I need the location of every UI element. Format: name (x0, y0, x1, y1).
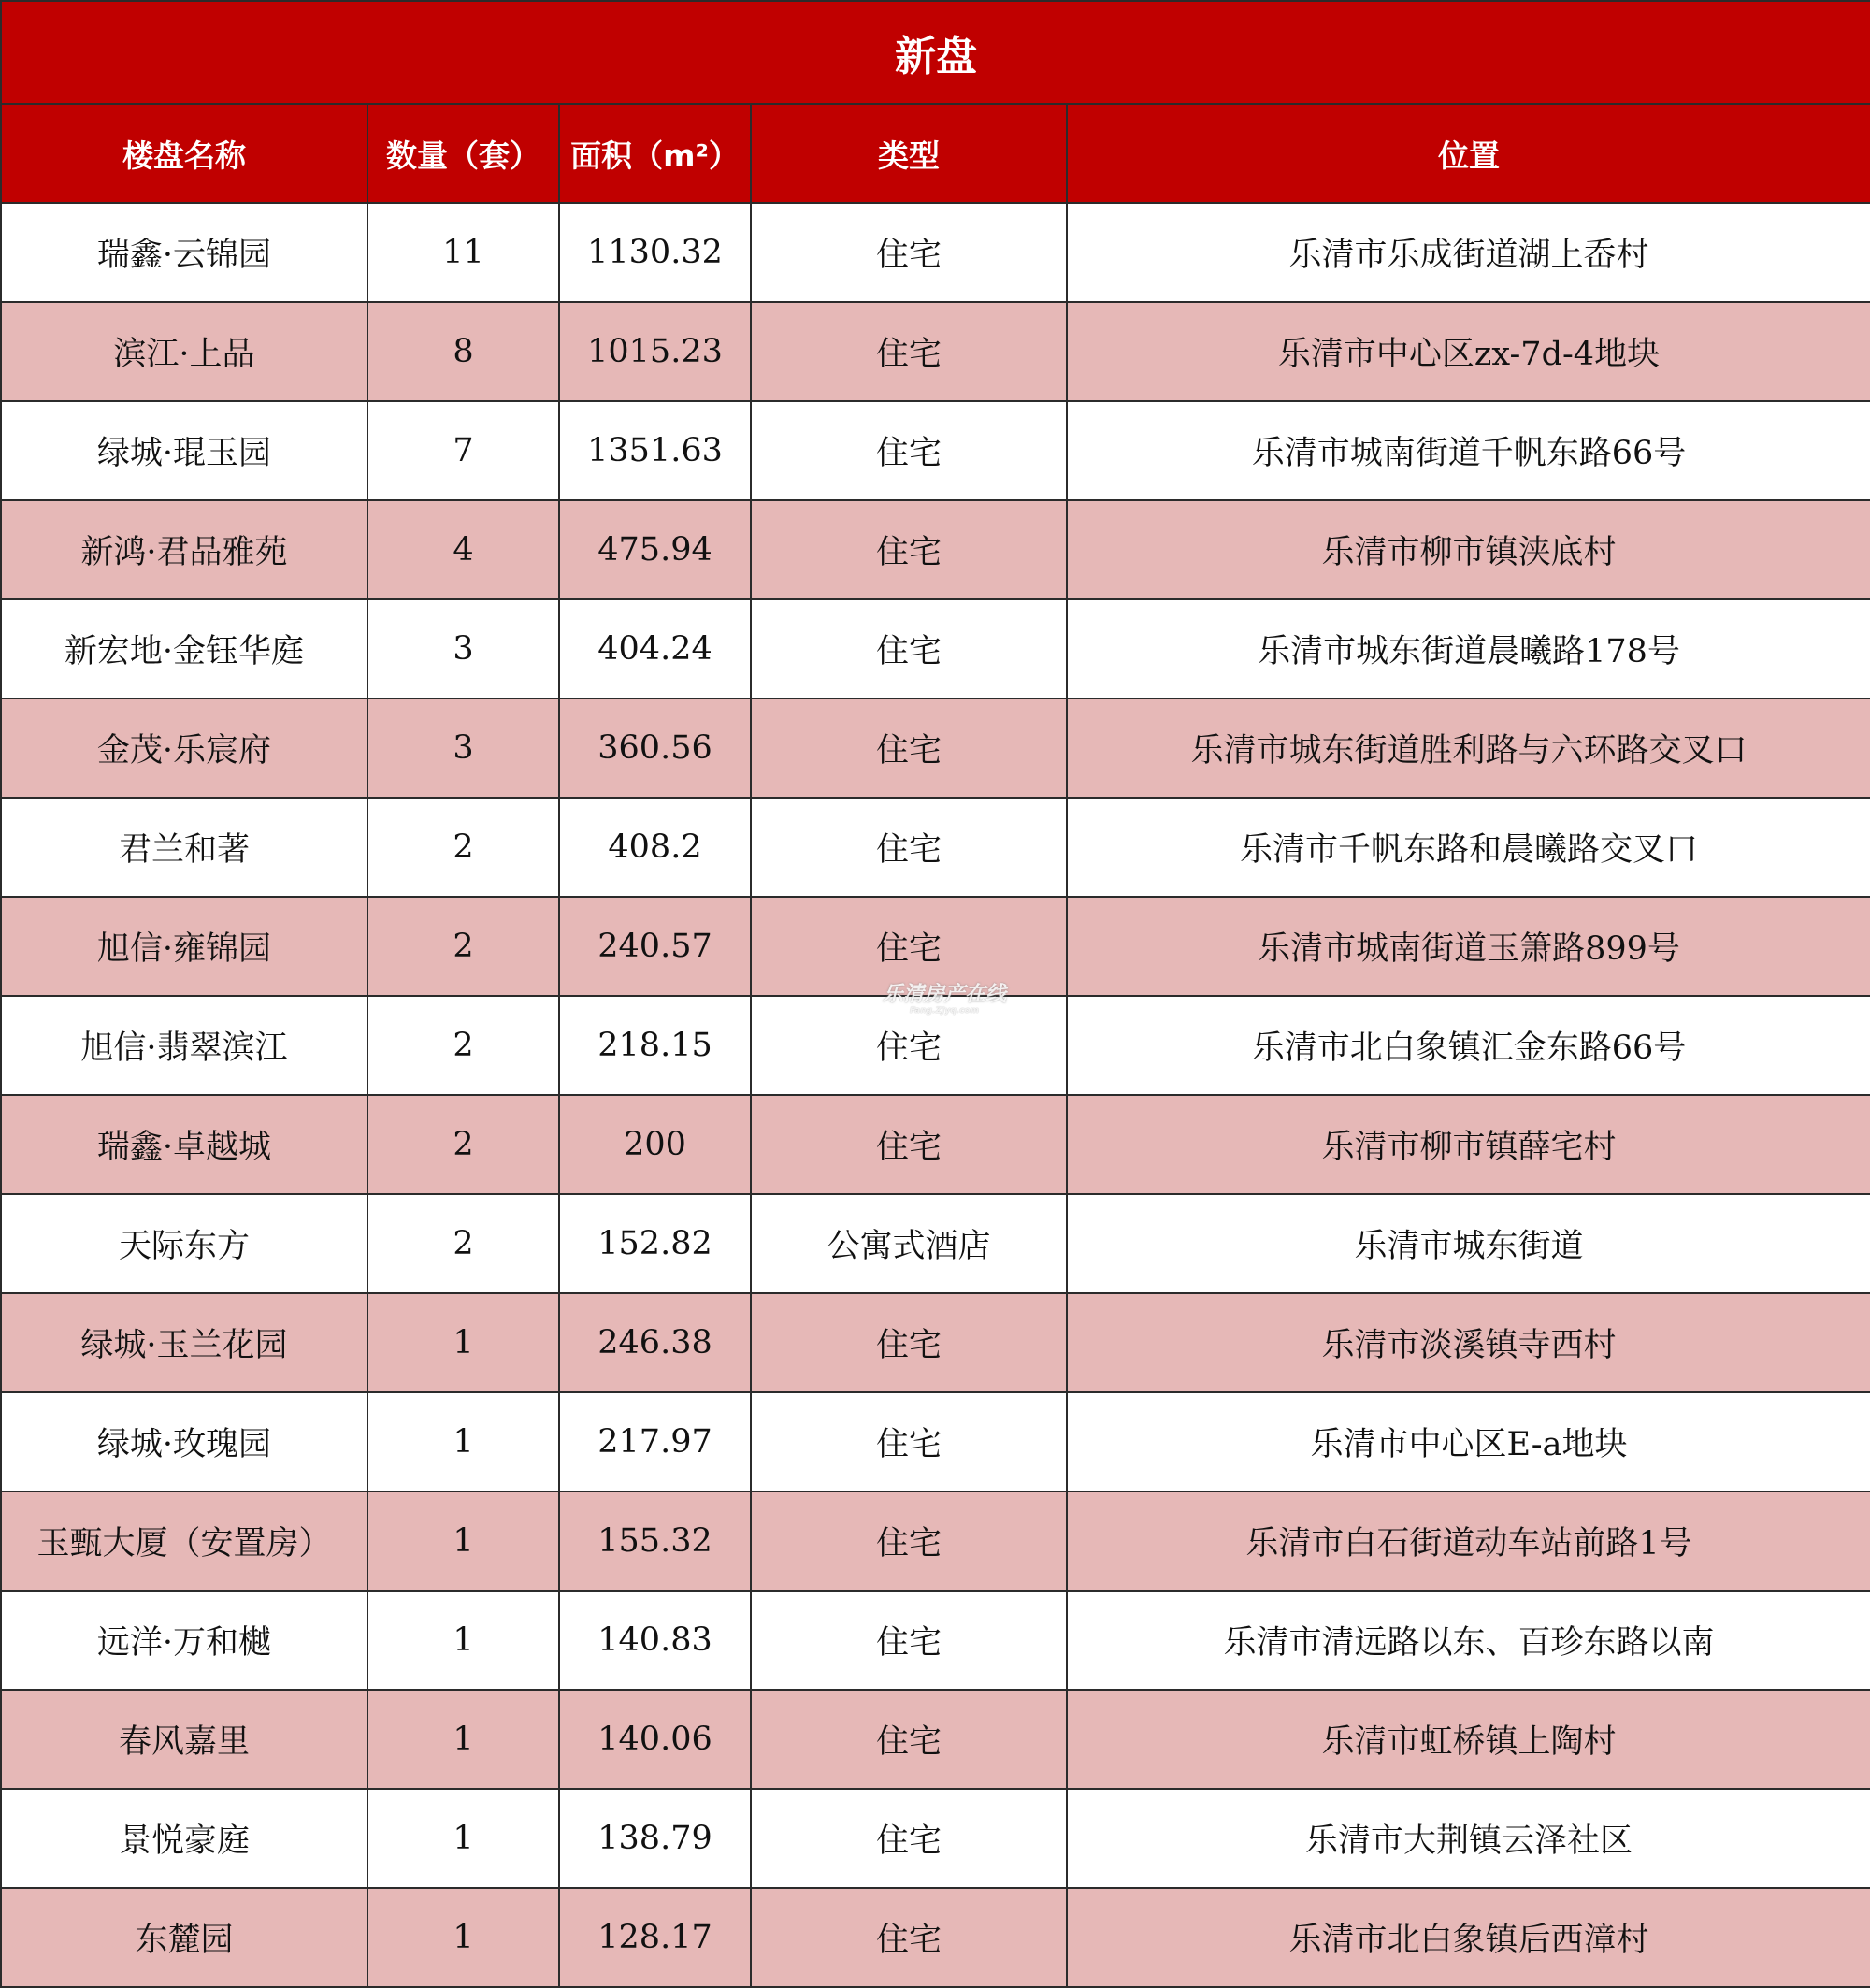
cell-area: 138.79 (559, 1789, 751, 1888)
cell-quantity: 1 (367, 1491, 559, 1591)
cell-area: 152.82 (559, 1194, 751, 1293)
cell-quantity: 11 (367, 203, 559, 302)
cell-location: 乐清市虹桥镇上陶村 (1067, 1690, 1870, 1789)
table-row (1, 1888, 1870, 1987)
cell-location: 乐清市千帆东路和晨曦路交叉口 (1067, 798, 1870, 897)
cell-area: 140.06 (559, 1690, 751, 1789)
cell-location: 乐清市淡溪镇寺西村 (1067, 1293, 1870, 1392)
cell-type: 住宅 (751, 500, 1067, 599)
cell-quantity: 1 (367, 1591, 559, 1690)
table-row (1, 1194, 1870, 1293)
cell-area: 1015.23 (559, 302, 751, 401)
cell-quantity: 2 (367, 798, 559, 897)
table-row (1, 699, 1870, 798)
cell-project-name: 远洋·万和樾 (1, 1591, 367, 1690)
cell-quantity: 1 (367, 1293, 559, 1392)
cell-area: 200 (559, 1095, 751, 1194)
cell-project-name: 新鸿·君品雅苑 (1, 500, 367, 599)
cell-location: 乐清市城东街道 (1067, 1194, 1870, 1293)
cell-quantity: 1 (367, 1690, 559, 1789)
cell-project-name: 君兰和著 (1, 798, 367, 897)
table-row (1, 1392, 1870, 1491)
cell-quantity: 2 (367, 1095, 559, 1194)
cell-area: 240.57 (559, 897, 751, 996)
cell-area: 1351.63 (559, 401, 751, 500)
cell-type: 住宅 (751, 1392, 1067, 1491)
cell-project-name: 绿城·玫瑰园 (1, 1392, 367, 1491)
cell-project-name: 绿城·琨玉园 (1, 401, 367, 500)
cell-quantity: 8 (367, 302, 559, 401)
cell-type: 住宅 (751, 1491, 1067, 1591)
cell-quantity: 2 (367, 996, 559, 1095)
table-row (1, 1690, 1870, 1789)
cell-quantity: 2 (367, 897, 559, 996)
cell-area: 246.38 (559, 1293, 751, 1392)
cell-location: 乐清市乐成街道湖上岙村 (1067, 203, 1870, 302)
cell-area: 217.97 (559, 1392, 751, 1491)
table-row (1, 798, 1870, 897)
cell-area: 1130.32 (559, 203, 751, 302)
cell-type: 住宅 (751, 1095, 1067, 1194)
cell-quantity: 1 (367, 1392, 559, 1491)
col-header-area: 面积（m²） (559, 104, 751, 203)
table-row (1, 203, 1870, 302)
cell-area: 408.2 (559, 798, 751, 897)
cell-quantity: 1 (367, 1888, 559, 1987)
cell-quantity: 7 (367, 401, 559, 500)
cell-location: 乐清市城南街道千帆东路66号 (1067, 401, 1870, 500)
cell-location: 乐清市城东街道晨曦路178号 (1067, 599, 1870, 699)
cell-project-name: 东麓园 (1, 1888, 367, 1987)
table-row (1, 1491, 1870, 1591)
cell-type: 住宅 (751, 401, 1067, 500)
table-row (1, 599, 1870, 699)
cell-area: 360.56 (559, 699, 751, 798)
cell-type: 住宅 (751, 203, 1067, 302)
cell-type: 住宅 (751, 1789, 1067, 1888)
cell-quantity: 2 (367, 1194, 559, 1293)
cell-quantity: 3 (367, 699, 559, 798)
title-row (1, 1, 1870, 104)
cell-type: 住宅 (751, 599, 1067, 699)
col-header-location: 位置 (1067, 104, 1870, 203)
cell-location: 乐清市大荆镇云泽社区 (1067, 1789, 1870, 1888)
table-row (1, 996, 1870, 1095)
cell-type: 住宅 (751, 1591, 1067, 1690)
cell-location: 乐清市城东街道胜利路与六环路交叉口 (1067, 699, 1870, 798)
cell-project-name: 旭信·雍锦园 (1, 897, 367, 996)
cell-area: 140.83 (559, 1591, 751, 1690)
cell-project-name: 绿城·玉兰花园 (1, 1293, 367, 1392)
cell-location: 乐清市中心区zx-7d-4地块 (1067, 302, 1870, 401)
table-row (1, 897, 1870, 996)
cell-project-name: 金茂·乐宸府 (1, 699, 367, 798)
table-row (1, 302, 1870, 401)
cell-location: 乐清市中心区E-a地块 (1067, 1392, 1870, 1491)
cell-project-name: 滨江·上品 (1, 302, 367, 401)
cell-location: 乐清市城南街道玉箫路899号 (1067, 897, 1870, 996)
cell-type: 住宅 (751, 897, 1067, 996)
watermark-subtext: Fang.ZJyq.com (910, 1006, 979, 1016)
table-body (1, 203, 1870, 1987)
cell-project-name: 春风嘉里 (1, 1690, 367, 1789)
table-row (1, 1095, 1870, 1194)
cell-quantity: 3 (367, 599, 559, 699)
cell-area: 404.24 (559, 599, 751, 699)
table-row (1, 500, 1870, 599)
cell-location: 乐清市北白象镇后西漳村 (1067, 1888, 1870, 1987)
cell-project-name: 天际东方 (1, 1194, 367, 1293)
header-row (1, 104, 1870, 203)
table-row (1, 1293, 1870, 1392)
cell-project-name: 新宏地·金钰华庭 (1, 599, 367, 699)
cell-location: 乐清市清远路以东、百珍东路以南 (1067, 1591, 1870, 1690)
cell-type: 住宅 (751, 1690, 1067, 1789)
cell-project-name: 玉甄大厦（安置房） (1, 1491, 367, 1591)
cell-type: 住宅 (751, 996, 1067, 1095)
table-row (1, 401, 1870, 500)
cell-project-name: 景悦豪庭 (1, 1789, 367, 1888)
col-header-type: 类型 (751, 104, 1067, 203)
table-row (1, 1789, 1870, 1888)
cell-location: 乐清市北白象镇汇金东路66号 (1067, 996, 1870, 1095)
table-row (1, 1591, 1870, 1690)
cell-area: 218.15 (559, 996, 751, 1095)
cell-type: 住宅 (751, 302, 1067, 401)
cell-project-name: 旭信·翡翠滨江 (1, 996, 367, 1095)
cell-type: 住宅 (751, 699, 1067, 798)
cell-area: 155.32 (559, 1491, 751, 1591)
cell-project-name: 瑞鑫·云锦园 (1, 203, 367, 302)
cell-area: 128.17 (559, 1888, 751, 1987)
watermark-text: 乐清房产在线 (882, 983, 1006, 1006)
cell-location: 乐清市柳市镇浃底村 (1067, 500, 1870, 599)
cell-type: 住宅 (751, 1888, 1067, 1987)
cell-quantity: 4 (367, 500, 559, 599)
cell-area: 475.94 (559, 500, 751, 599)
col-header-project-name: 楼盘名称 (1, 104, 367, 203)
cell-location: 乐清市柳市镇薛宅村 (1067, 1095, 1870, 1194)
cell-type: 公寓式酒店 (751, 1194, 1067, 1293)
cell-type: 住宅 (751, 1293, 1067, 1392)
cell-quantity: 1 (367, 1789, 559, 1888)
cell-type: 住宅 (751, 798, 1067, 897)
col-header-quantity: 数量（套） (367, 104, 559, 203)
cell-location: 乐清市白石街道动车站前路1号 (1067, 1491, 1870, 1591)
table-title: 新盘 (1, 1, 1870, 104)
cell-project-name: 瑞鑫·卓越城 (1, 1095, 367, 1194)
